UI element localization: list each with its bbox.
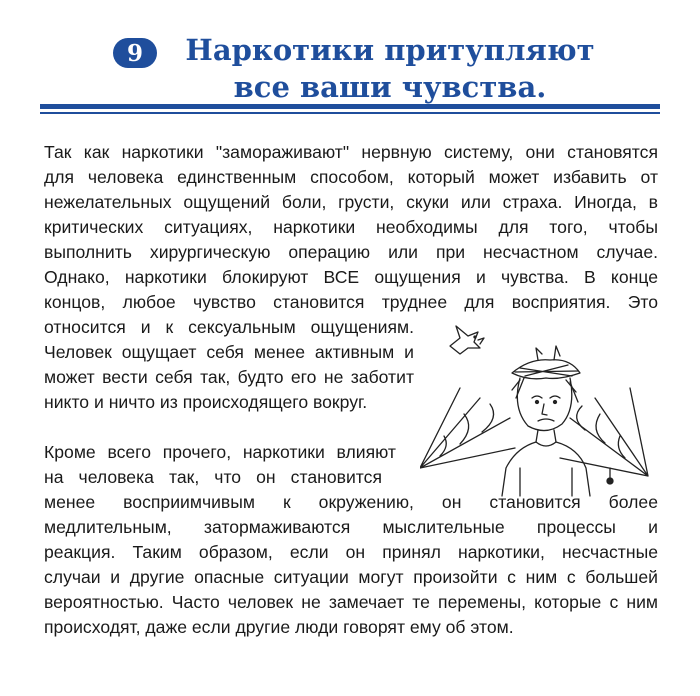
text-line: реакция. Таким образом, если он принял наркотики, несчастные	[44, 542, 658, 562]
text-line: Так как наркотики "замораживают" нервную систему, они становятся	[44, 142, 658, 162]
text-line: менее восприимчивым к окружению, он становится более	[44, 492, 658, 512]
text-line: происходят, даже если другие люди говорят ему об этом.	[44, 617, 514, 637]
text-line: выполнить хирургическую операцию или при несчастном случае.	[44, 242, 658, 262]
text-line: концов, любое чувство становится труднее для восприятия. Это	[44, 292, 658, 312]
header	[0, 0, 700, 120]
title-rule-thin	[40, 112, 660, 114]
cobweb-person-illustration	[420, 318, 650, 498]
bird-icon	[450, 326, 484, 354]
title-rule-thick	[40, 104, 660, 109]
spider-web-icon	[420, 388, 515, 468]
text-line: может вести себя так, будто его не заботит	[44, 367, 414, 387]
text-line: критических ситуациях, наркотики необходимы для того, чтобы	[44, 217, 658, 237]
text-line: Человек ощущает себя менее активным и	[44, 342, 414, 362]
person-figure	[502, 378, 590, 496]
paragraph-1-continued	[44, 315, 414, 415]
title-line-1: Наркотики притупляют	[185, 33, 595, 67]
page-title	[160, 32, 620, 106]
paragraph-1	[44, 140, 658, 315]
text-line: нежелательных ощущений боли, грусти, скуки или страха. Иногда, в	[44, 192, 658, 212]
title-line-2: все ваши чувства.	[233, 70, 547, 104]
text-line: Кроме всего прочего, наркотики влияют	[44, 442, 396, 462]
text-line: Однако, наркотики блокируют ВСЕ ощущения и чувства. В конце	[44, 267, 658, 287]
spider-web-right-icon	[560, 388, 648, 484]
text-line: медлительным, затормаживаются мыслительные процессы и	[44, 517, 658, 537]
text-line: никто и ничто из происходящего вокруг.	[44, 392, 368, 412]
section-number-badge: 9	[113, 38, 157, 68]
text-line: относится и к сексуальным ощущениям.	[44, 317, 414, 337]
text-line: случаи и другие опасные ситуации могут произойти с ним с большей	[44, 567, 658, 587]
text-line: на человека так, что он становится	[44, 467, 382, 487]
nest-icon	[512, 346, 580, 379]
text-line: для человека единственным способом, который может избавить от	[44, 167, 658, 187]
text-line: вероятностью. Часто человек не замечает те перемены, которые с ним	[44, 592, 658, 612]
